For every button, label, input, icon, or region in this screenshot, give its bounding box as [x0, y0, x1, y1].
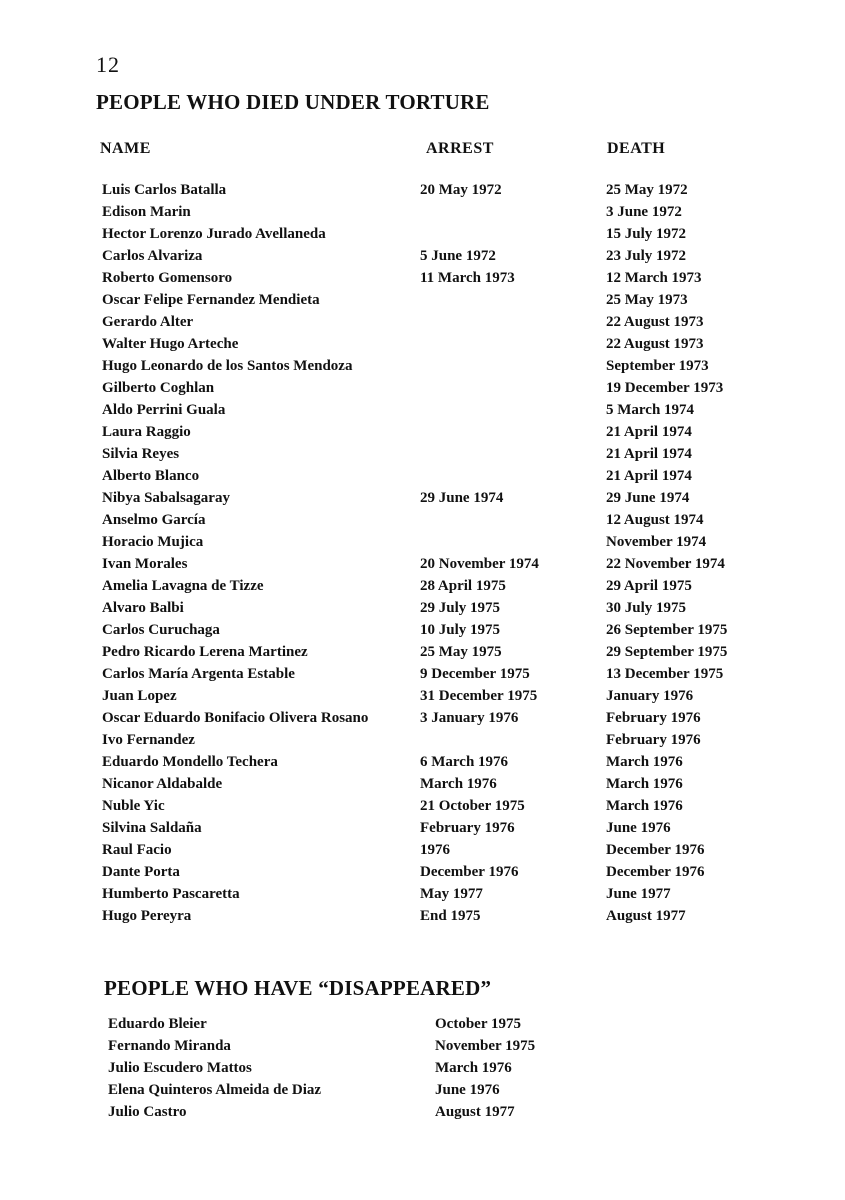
name-cell: Pedro Ricardo Lerena Martinez	[102, 644, 308, 660]
table-row	[0, 600, 845, 622]
table-row	[0, 1038, 845, 1060]
arrest-cell: December 1976	[420, 864, 519, 880]
arrest-cell: 29 July 1975	[420, 600, 501, 616]
death-cell: 29 April 1975	[606, 578, 692, 594]
death-cell: September 1973	[606, 358, 709, 374]
death-cell: 13 December 1975	[606, 666, 724, 682]
name-cell: Nibya Sabalsagaray	[102, 490, 230, 506]
death-cell: March 1976	[606, 754, 683, 770]
arrest-cell: 5 June 1972	[420, 248, 496, 264]
date-cell: November 1975	[435, 1038, 536, 1054]
death-cell: 26 September 1975	[606, 622, 728, 638]
death-cell: March 1976	[606, 798, 683, 814]
name-cell: Laura Raggio	[102, 424, 191, 440]
column-header-name: NAME	[100, 140, 151, 157]
arrest-cell: March 1976	[420, 776, 497, 792]
name-cell: Carlos María Argenta Estable	[102, 666, 295, 682]
table-row	[0, 248, 845, 270]
table-row	[0, 776, 845, 798]
death-cell: 22 August 1973	[606, 336, 704, 352]
death-cell: 22 November 1974	[606, 556, 725, 572]
disappeared-table	[0, 1016, 845, 1126]
name-cell: Hector Lorenzo Jurado Avellaneda	[102, 226, 326, 242]
name-cell: Humberto Pascaretta	[102, 886, 240, 902]
table-row	[0, 864, 845, 886]
name-cell: Julio Escudero Mattos	[108, 1060, 252, 1076]
column-header-death: DEATH	[607, 140, 666, 157]
death-cell: December 1976	[606, 842, 705, 858]
name-cell: Juan Lopez	[102, 688, 177, 704]
name-cell: Silvia Reyes	[102, 446, 180, 462]
arrest-cell: 28 April 1975	[420, 578, 506, 594]
name-cell: Nuble Yic	[102, 798, 165, 814]
death-cell: 5 March 1974	[606, 402, 695, 418]
arrest-cell: 31 December 1975	[420, 688, 538, 704]
section-title-died-under-torture: PEOPLE WHO DIED UNDER TORTURE	[96, 90, 490, 114]
column-header-arrest: ARREST	[426, 140, 494, 157]
table-row	[0, 1016, 845, 1038]
death-cell: 30 July 1975	[606, 600, 687, 616]
name-cell: Horacio Mujica	[102, 534, 204, 550]
torture-table	[0, 182, 845, 930]
name-cell: Hugo Leonardo de los Santos Mendoza	[102, 358, 353, 374]
name-cell: Carlos Curuchaga	[102, 622, 220, 638]
table-row	[0, 446, 845, 468]
death-cell: 25 May 1972	[606, 182, 688, 198]
death-cell: February 1976	[606, 710, 701, 726]
date-cell: June 1976	[435, 1082, 500, 1098]
death-cell: November 1974	[606, 534, 707, 550]
name-cell: Alberto Blanco	[102, 468, 200, 484]
table-row	[0, 754, 845, 776]
arrest-cell: May 1977	[420, 886, 483, 902]
table-row	[0, 204, 845, 226]
table-row	[0, 1104, 845, 1126]
table-row	[0, 886, 845, 908]
arrest-cell: 6 March 1976	[420, 754, 509, 770]
table-row	[0, 908, 845, 930]
death-cell: 29 June 1974	[606, 490, 690, 506]
death-cell: 12 August 1974	[606, 512, 704, 528]
date-cell: October 1975	[435, 1016, 521, 1032]
death-cell: 21 April 1974	[606, 424, 692, 440]
death-cell: 19 December 1973	[606, 380, 724, 396]
table-row	[0, 490, 845, 512]
table-row	[0, 688, 845, 710]
page-number: 12	[96, 52, 120, 77]
death-cell: 22 August 1973	[606, 314, 704, 330]
arrest-cell: 10 July 1975	[420, 622, 501, 638]
table-row	[0, 226, 845, 248]
name-cell: Oscar Eduardo Bonifacio Olivera Rosano	[102, 710, 369, 726]
death-cell: 29 September 1975	[606, 644, 728, 660]
death-cell: 15 July 1972	[606, 226, 687, 242]
arrest-cell: 29 June 1974	[420, 490, 504, 506]
name-cell: Eduardo Bleier	[108, 1016, 207, 1032]
name-cell: Ivo Fernandez	[102, 732, 195, 748]
arrest-cell: 11 March 1973	[420, 270, 515, 286]
name-cell: Edison Marin	[102, 204, 191, 220]
arrest-cell: 20 November 1974	[420, 556, 539, 572]
arrest-cell: February 1976	[420, 820, 515, 836]
name-cell: Fernando Miranda	[108, 1038, 231, 1054]
table-row	[0, 358, 845, 380]
table-row	[0, 424, 845, 446]
table-row	[0, 314, 845, 336]
table-row	[0, 666, 845, 688]
name-cell: Silvina Saldaña	[102, 820, 202, 836]
name-cell: Walter Hugo Arteche	[102, 336, 239, 352]
table-row	[0, 1060, 845, 1082]
section-title-disappeared: PEOPLE WHO HAVE “DISAPPEARED”	[104, 976, 492, 1000]
table-row	[0, 402, 845, 424]
name-cell: Dante Porta	[102, 864, 180, 880]
arrest-cell: 21 October 1975	[420, 798, 525, 814]
table-row	[0, 182, 845, 204]
name-cell: Eduardo Mondello Techera	[102, 754, 278, 770]
death-cell: 25 May 1973	[606, 292, 688, 308]
date-cell: August 1977	[435, 1104, 515, 1120]
death-cell: 12 March 1973	[606, 270, 702, 286]
table-row	[0, 380, 845, 402]
table-row	[0, 336, 845, 358]
name-cell: Roberto Gomensoro	[102, 270, 233, 286]
death-cell: February 1976	[606, 732, 701, 748]
name-cell: Elena Quinteros Almeida de Diaz	[108, 1082, 322, 1098]
arrest-cell: 3 January 1976	[420, 710, 519, 726]
table-row	[0, 578, 845, 600]
name-cell: Carlos Alvariza	[102, 248, 203, 264]
date-cell: March 1976	[435, 1060, 512, 1076]
death-cell: March 1976	[606, 776, 683, 792]
death-cell: 3 June 1972	[606, 204, 682, 220]
death-cell: 21 April 1974	[606, 468, 692, 484]
name-cell: Ivan Morales	[102, 556, 188, 572]
death-cell: August 1977	[606, 908, 686, 924]
arrest-cell: 9 December 1975	[420, 666, 530, 682]
name-cell: Oscar Felipe Fernandez Mendieta	[102, 292, 320, 308]
table-row	[0, 512, 845, 534]
table-row	[0, 732, 845, 754]
death-cell: June 1977	[606, 886, 671, 902]
table-row	[0, 556, 845, 578]
name-cell: Gilberto Coghlan	[102, 380, 215, 396]
name-cell: Gerardo Alter	[102, 314, 194, 330]
name-cell: Raul Facio	[102, 842, 172, 858]
table-row	[0, 798, 845, 820]
table-row	[0, 622, 845, 644]
table-row	[0, 710, 845, 732]
table-row	[0, 534, 845, 556]
table-row	[0, 644, 845, 666]
table-row	[0, 1082, 845, 1104]
arrest-cell: 20 May 1972	[420, 182, 502, 198]
name-cell: Julio Castro	[108, 1104, 187, 1120]
arrest-cell: 1976	[420, 842, 450, 858]
table-row	[0, 842, 845, 864]
death-cell: January 1976	[606, 688, 694, 704]
table-row	[0, 292, 845, 314]
death-cell: June 1976	[606, 820, 671, 836]
name-cell: Aldo Perrini Guala	[102, 402, 226, 418]
name-cell: Alvaro Balbi	[102, 600, 184, 616]
table-row	[0, 270, 845, 292]
arrest-cell: 25 May 1975	[420, 644, 502, 660]
death-cell: December 1976	[606, 864, 705, 880]
death-cell: 21 April 1974	[606, 446, 692, 462]
name-cell: Nicanor Aldabalde	[102, 776, 223, 792]
table-row	[0, 820, 845, 842]
name-cell: Anselmo García	[102, 512, 206, 528]
table-row	[0, 468, 845, 490]
name-cell: Hugo Pereyra	[102, 908, 192, 924]
name-cell: Amelia Lavagna de Tizze	[102, 578, 264, 594]
arrest-cell: End 1975	[420, 908, 481, 924]
death-cell: 23 July 1972	[606, 248, 687, 264]
name-cell: Luis Carlos Batalla	[102, 182, 227, 198]
